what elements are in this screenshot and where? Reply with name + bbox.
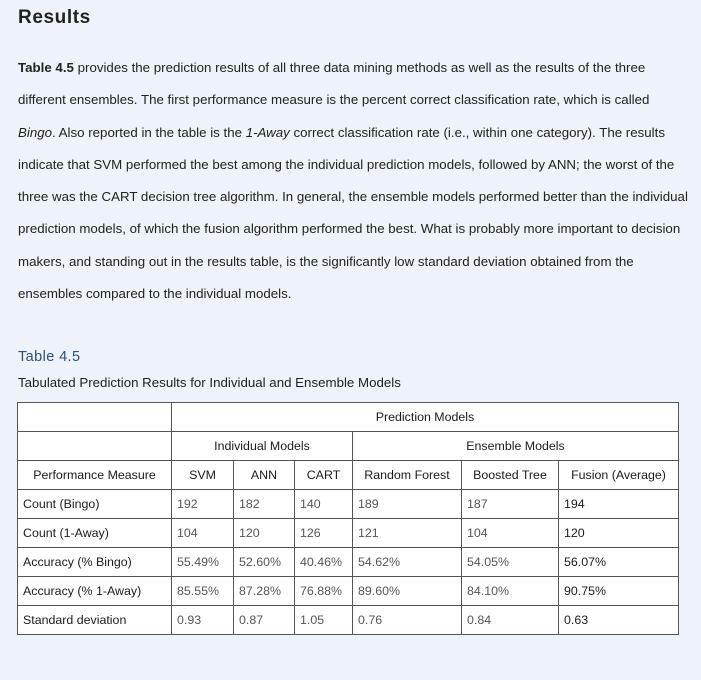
value-cell: 54.05%	[462, 548, 559, 577]
value-cell: 140	[295, 490, 353, 519]
value-cell: 104	[462, 519, 559, 548]
table-subheader-row	[18, 432, 679, 461]
table-row	[18, 490, 679, 519]
column-header: Random Forest	[353, 461, 462, 490]
value-cell: 84.10%	[462, 577, 559, 606]
individual-models-header: Individual Models	[172, 432, 353, 461]
value-cell: 89.60%	[353, 577, 462, 606]
column-header: SVM	[172, 461, 234, 490]
ensemble-models-header: Ensemble Models	[353, 432, 679, 461]
value-cell: 1.05	[295, 606, 353, 635]
value-cell: 87.28%	[234, 577, 295, 606]
table-caption-title: Tabulated Prediction Results for Individual and Ensemble Models	[18, 375, 401, 390]
value-cell: 104	[172, 519, 234, 548]
value-cell-best: 56.07%	[559, 548, 679, 577]
table-row	[18, 548, 679, 577]
value-cell: 120	[234, 519, 295, 548]
column-header: Performance Measure	[18, 461, 172, 490]
column-header: CART	[295, 461, 353, 490]
results-table	[17, 402, 679, 635]
bingo-term: Bingo	[18, 124, 53, 140]
value-cell: 0.93	[172, 606, 234, 635]
table-column-header-row	[18, 461, 679, 490]
table-subheader-blank	[18, 432, 172, 461]
value-cell: 192	[172, 490, 234, 519]
paragraph-text-3: correct classification rate (i.e., within one category). The results indicate that SVM performed the best among the individual prediction models, followed by ANN; the worst of the three was the CART decision tree algorithm. In general, the ensemble models performed better than the individual prediction models, of which the fusion algorithm performed the best. What is probably more important to decision makers, and standing out in the results table, is the significantly low standard deviation obtained from the ensembles compared to the individual models.	[18, 124, 688, 302]
value-cell: 52.60%	[234, 548, 295, 577]
value-cell: 121	[353, 519, 462, 548]
value-cell: 55.49%	[172, 548, 234, 577]
value-cell: 54.62%	[353, 548, 462, 577]
value-cell: 0.84	[462, 606, 559, 635]
results-paragraph	[18, 52, 688, 310]
value-cell: 189	[353, 490, 462, 519]
column-header: Boosted Tree	[462, 461, 559, 490]
table-row	[18, 606, 679, 635]
column-header: Fusion (Average)	[559, 461, 679, 490]
value-cell: 126	[295, 519, 353, 548]
table-header-blank	[18, 403, 172, 432]
measure-cell: Standard deviation	[18, 606, 172, 635]
measure-cell: Accuracy (% 1-Away)	[18, 577, 172, 606]
table-reference: Table 4.5	[18, 60, 74, 75]
value-cell: 85.55%	[172, 577, 234, 606]
value-cell-best: 90.75%	[559, 577, 679, 606]
value-cell-best: 194	[559, 490, 679, 519]
one-away-term: 1-Away	[245, 124, 290, 140]
value-cell: 76.88%	[295, 577, 353, 606]
value-cell-best: 120	[559, 519, 679, 548]
value-cell: 40.46%	[295, 548, 353, 577]
table-row	[18, 519, 679, 548]
column-header: ANN	[234, 461, 295, 490]
value-cell: 182	[234, 490, 295, 519]
table-row	[18, 577, 679, 606]
paragraph-text-1: provides the prediction results of all three data mining methods as well as the results of the three different ensembles. The first performance measure is the percent correct classification rate, which is called	[18, 60, 650, 108]
paragraph-text-2: . Also reported in the table is the	[52, 124, 246, 140]
section-heading: Results	[18, 7, 91, 28]
prediction-models-header: Prediction Models	[172, 403, 679, 432]
value-cell-best: 0.63	[559, 606, 679, 635]
value-cell: 0.87	[234, 606, 295, 635]
value-cell: 0.76	[353, 606, 462, 635]
measure-cell: Accuracy (% Bingo)	[18, 548, 172, 577]
measure-cell: Count (1-Away)	[18, 519, 172, 548]
table-header-row	[18, 403, 679, 432]
table-caption-number: Table 4.5	[18, 349, 81, 365]
measure-cell: Count (Bingo)	[18, 490, 172, 519]
value-cell: 187	[462, 490, 559, 519]
